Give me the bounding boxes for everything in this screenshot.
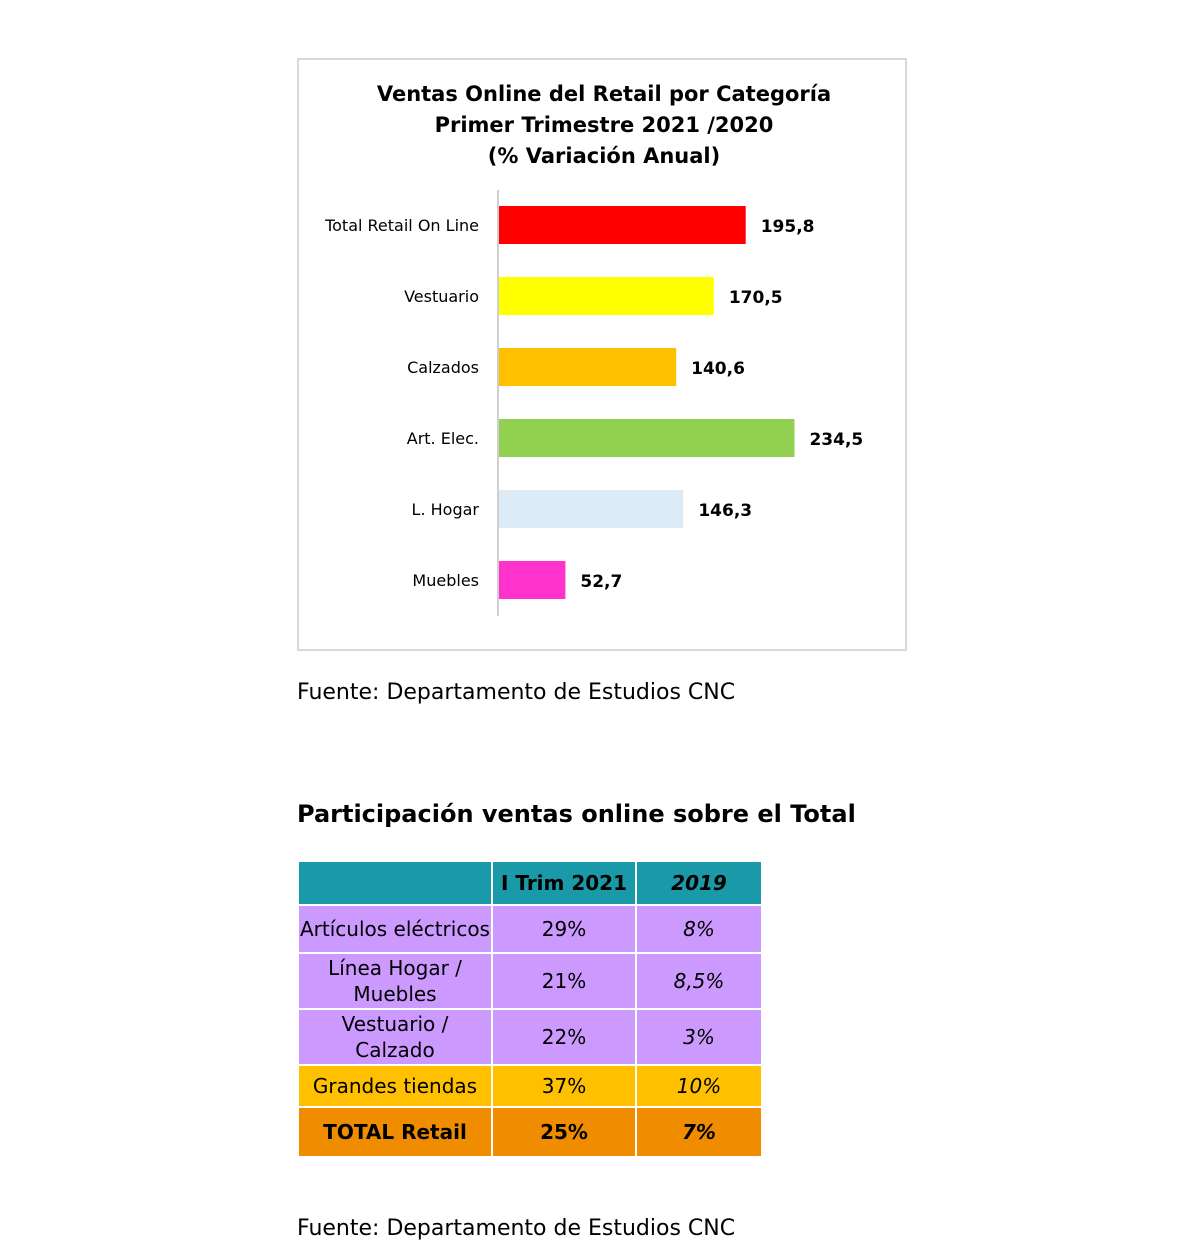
bar-vestuario [499,277,714,315]
table-row [298,1009,762,1065]
bar-total-retail-on-line [499,206,746,244]
table-row-total [298,1107,762,1157]
table-source-note: Fuente: Departamento de Estudios CNC [297,1216,736,1241]
row-value-2021: 21% [492,953,636,1009]
header-cell-category [298,861,492,905]
row-label: TOTAL Retail [298,1107,492,1157]
row-value-2021: 25% [492,1107,636,1157]
value-label: 170,5 [728,288,783,308]
category-label: Art. Elec. [406,429,479,448]
value-label: 52,7 [580,572,623,592]
table-row [298,1065,762,1107]
online-share-table [297,860,763,1158]
row-label: Artículos eléctricos [298,905,492,953]
value-label: 195,8 [760,217,815,237]
row-label: Grandes tiendas [298,1065,492,1107]
table-row [298,905,762,953]
bar-muebles [499,561,565,599]
value-label: 234,5 [809,430,864,450]
category-label: L. Hogar [411,500,479,519]
bar-calzados [499,348,676,386]
chart-source-note: Fuente: Departamento de Estudios CNC [297,680,736,705]
chart-title-line-3: (% Variación Anual) [487,144,721,168]
row-value-2019: 8% [636,905,762,953]
row-value-2019: 10% [636,1065,762,1107]
chart-title-line-2: Primer Trimestre 2021 /2020 [434,113,774,137]
row-value-2021: 37% [492,1065,636,1107]
category-label: Vestuario [404,287,479,306]
row-value-2021: 22% [492,1009,636,1065]
row-label: Vestuario / Calzado [298,1009,492,1065]
bar-art-elec [499,419,795,457]
value-label: 140,6 [691,359,745,379]
category-label: Total Retail On Line [325,216,479,235]
bar-l-hogar [499,490,683,528]
table-heading: Participación ventas online sobre el Total [297,800,856,828]
value-label: 146,3 [698,501,753,521]
bar-chart-svg [299,60,905,649]
row-value-2019: 8,5% [636,953,762,1009]
row-value-2019: 3% [636,1009,762,1065]
category-label: Muebles [412,571,479,590]
row-label: Línea Hogar / Muebles [298,953,492,1009]
chart-title-line-1: Ventas Online del Retail por Categoría [376,82,832,106]
table-header-row [298,861,762,905]
header-cell-2021: I Trim 2021 [492,861,636,905]
table-row [298,953,762,1009]
row-value-2019: 7% [636,1107,762,1157]
row-value-2021: 29% [492,905,636,953]
bar-chart [297,58,907,651]
header-cell-2019: 2019 [636,861,762,905]
category-label: Calzados [407,358,479,377]
